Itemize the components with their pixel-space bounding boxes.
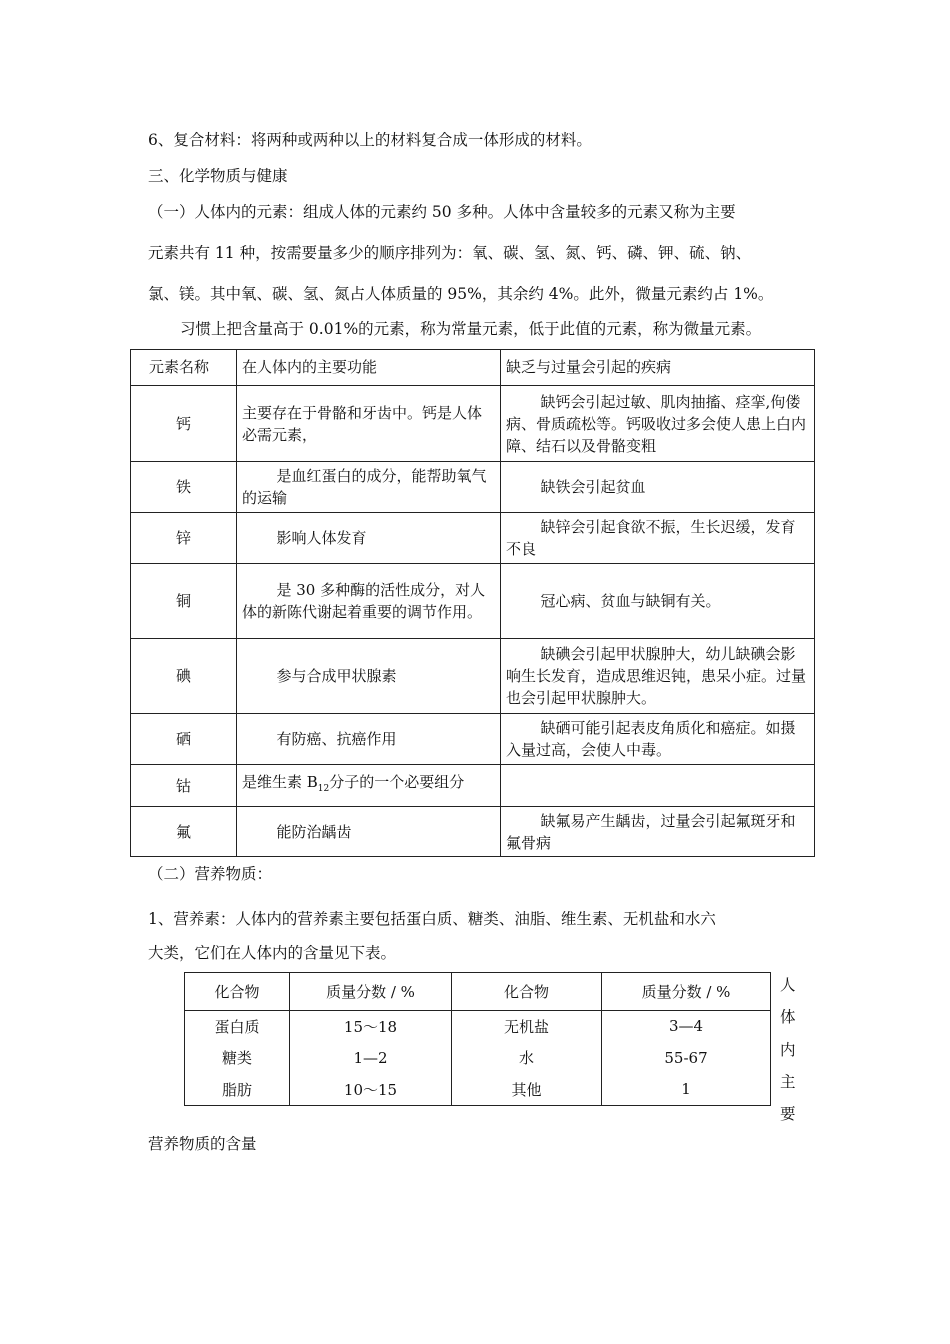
caption-vertical-char: 内: [780, 1041, 796, 1059]
table-row: [131, 386, 815, 462]
table-row: [131, 513, 815, 564]
table-row: [131, 462, 815, 513]
paragraph-nutrients-intro: 1、营养素：人体内的营养素主要包括蛋白质、糖类、油脂、维生素、无机盐和水六: [148, 910, 716, 928]
element-name: 铜: [131, 564, 237, 639]
header-element-name: 元素名称: [131, 350, 237, 386]
mass-fraction: 55-67: [602, 1042, 771, 1073]
table-header-row: [131, 350, 815, 386]
caption-nutrient-content: 营养物质的含量: [148, 1135, 257, 1153]
compound-name: 蛋白质: [214, 1017, 260, 1036]
caption-vertical-char: 要: [780, 1105, 796, 1123]
paragraph-nutrients-table-ref: 大类，它们在人体内的含量见下表。: [148, 944, 397, 962]
element-disease: 缺锌会引起食欲不振，生长迟缓，发育不良: [501, 513, 815, 564]
paragraph-elements-intro: （一）人体内的元素：组成人体的元素约 50 多种。人体中含量较多的元素又称为主要: [148, 203, 736, 221]
paragraph-trace-definition: 习惯上把含量高于 0.01%的元素，称为常量元素，低于此值的元素，称为微量元素。: [180, 320, 762, 338]
paragraph-elements-list: 元素共有 11 种，按需要量多少的顺序排列为：氧、碳、氢、氮、钙、磷、钾、硫、钠、: [148, 244, 752, 262]
table-row: [131, 714, 815, 765]
function-subscript: 12: [317, 784, 330, 794]
caption-vertical-char: 人: [780, 976, 796, 994]
table-row: [131, 807, 815, 857]
element-name: 铁: [131, 462, 237, 513]
compound-name: 糖类: [221, 1049, 252, 1068]
compound-name: 脂肪: [221, 1080, 252, 1099]
caption-vertical-char: 体: [780, 1008, 796, 1026]
compound-name: 其他: [452, 1074, 602, 1106]
paragraph-composite-materials: 6、复合材料：将两种或两种以上的材料复合成一体形成的材料。: [148, 131, 592, 149]
element-function-table: [130, 349, 815, 857]
element-function: 主要存在于骨骼和牙齿中。钙是人体必需元素，: [237, 386, 501, 462]
function-text-pre: 是维生素 B: [242, 773, 318, 791]
mass-fraction: 1—2: [290, 1042, 452, 1073]
element-name: 钙: [131, 386, 237, 462]
table-row: [185, 1042, 771, 1073]
element-disease: 缺铁会引起贫血: [501, 462, 815, 513]
caption-vertical-char: 主: [780, 1073, 796, 1091]
mass-fraction: 1: [602, 1074, 771, 1106]
header-disease: 缺乏与过量会引起的疾病: [501, 350, 815, 386]
element-name: 硒: [131, 714, 237, 765]
element-disease: 缺硒可能引起表皮角质化和癌症。如摄入量过高，会使人中毒。: [501, 714, 815, 765]
header-compound: 化合物: [452, 973, 602, 1011]
mass-fraction: 3—4: [602, 1010, 771, 1042]
element-disease: 缺氟易产生龋齿，过量会引起氟斑牙和氟骨病: [501, 807, 815, 857]
element-name: 碘: [131, 639, 237, 714]
element-function: 有防癌、抗癌作用: [237, 714, 501, 765]
header-function: 在人体内的主要功能: [237, 350, 501, 386]
element-function: 参与合成甲状腺素: [237, 639, 501, 714]
paragraph-elements-percent: 氯、镁。其中氧、碳、氢、氮占人体质量的 95%，其余约 4%。此外，微量元素约占 1%。: [148, 285, 774, 303]
function-text-post: 分子的一个必要组分: [329, 773, 465, 791]
table-row: [131, 639, 815, 714]
element-disease: 缺碘会引起甲状腺肿大，幼儿缺碘会影响生长发育，造成思维迟钝，患呆小症。过量也会引起甲状腺肿大。: [501, 639, 815, 714]
element-name: 锌: [131, 513, 237, 564]
element-name: 钴: [131, 765, 237, 807]
compound-name: 水: [452, 1042, 602, 1073]
mass-fraction: 15～18: [290, 1010, 452, 1042]
nutrient-content-table: [184, 972, 771, 1106]
table-header-row: [185, 973, 771, 1011]
header-compound: 化合物: [185, 973, 290, 1011]
element-name: 氟: [131, 807, 237, 857]
element-function: 是血红蛋白的成分，能帮助氧气的运输: [237, 462, 501, 513]
element-function: 能防治龋齿: [237, 807, 501, 857]
table-row: [131, 765, 815, 807]
compound-name: 无机盐: [452, 1010, 602, 1042]
element-function: [237, 765, 501, 807]
section-heading-chemistry-health: 三、化学物质与健康: [148, 167, 288, 185]
mass-fraction: 10～15: [290, 1074, 452, 1106]
element-function: 是 30 多种酶的活性成分，对人体的新陈代谢起着重要的调节作用。: [237, 564, 501, 639]
element-function: 影响人体发育: [237, 513, 501, 564]
table-row: [185, 1010, 771, 1042]
element-disease: 冠心病、贫血与缺铜有关。: [501, 564, 815, 639]
element-disease: 缺钙会引起过敏、肌肉抽搐、痉挛,佝偻病、骨质疏松等。钙吸收过多会使人患上白内障、结石以及骨骼变粗: [501, 386, 815, 462]
header-mass-fraction: 质量分数 / %: [602, 973, 771, 1011]
element-disease: [501, 765, 815, 807]
section-heading-nutrients: （二）营养物质：: [148, 865, 273, 883]
header-mass-fraction: 质量分数 / %: [290, 973, 452, 1011]
table-row: [131, 564, 815, 639]
table-row: [185, 1074, 771, 1106]
